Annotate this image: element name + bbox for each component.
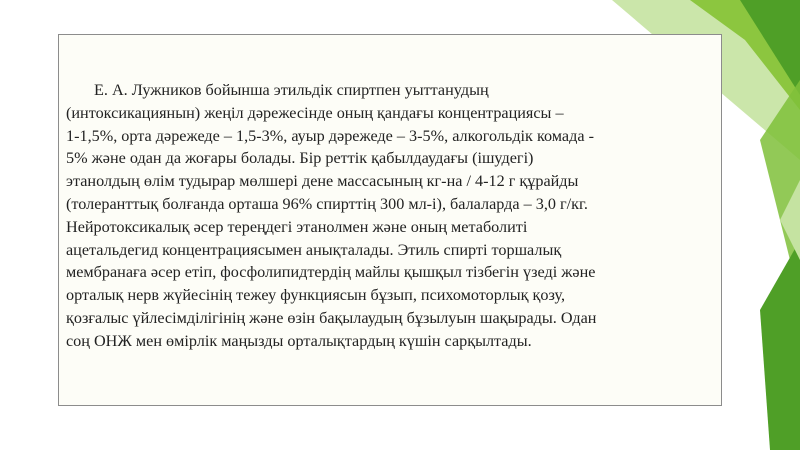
paragraph-line: ацетальдегид концентрациясымен анықталады. Этиль спирті торшалық — [66, 240, 562, 259]
paragraph-line: 5% және одан да жоғары болады. Бір реттік қабылдаудағы (ішудегі) — [66, 149, 534, 168]
paragraph-line: 1-1,5%, орта дәрежеде – 1,5-3%, ауыр дәрежеде – 3-5%, алкогольдік комада - — [66, 126, 594, 145]
paragraph-line: (интоксикациянын) жеңіл дәрежесінде оның қандағы концентрациясы – — [66, 103, 564, 122]
paragraph-line: соң ОНЖ мен өмірлік маңызды орталықтардың күшін сарқылтады. — [66, 331, 532, 350]
green-facet-lower — [760, 240, 800, 450]
paragraph-line: (толеранттық болғанда орташа 96% спирттің 300 мл-і), балаларда – 3,0 г/кг. — [66, 194, 588, 213]
paragraph-line: мембранаға әсер етіп, фосфолипидтердің майлы қышқыл тізбегін үзеді және — [66, 263, 596, 282]
paragraph-line: этанолдың өлім тудырар мөлшері дене массасының кг-на / 4-12 г құрайды — [66, 172, 579, 191]
paragraph-line: қозғалыс үйлесімділігінің және өзін бақылаудың бұзылуын шақырады. Одан — [66, 308, 597, 327]
paragraph-line: орталық нерв жүйесінің тежеу функциясын бұзып, психомоторлық қозу, — [66, 286, 566, 305]
paragraph-line: Е. А. Лужников бойынша этильдік спиртпен уыттанудың — [94, 81, 489, 99]
body-paragraph — [66, 79, 719, 353]
paragraph-line: Нейротоксикалық әсер тереңдегі этанолмен және оның метаболиті — [66, 217, 528, 236]
